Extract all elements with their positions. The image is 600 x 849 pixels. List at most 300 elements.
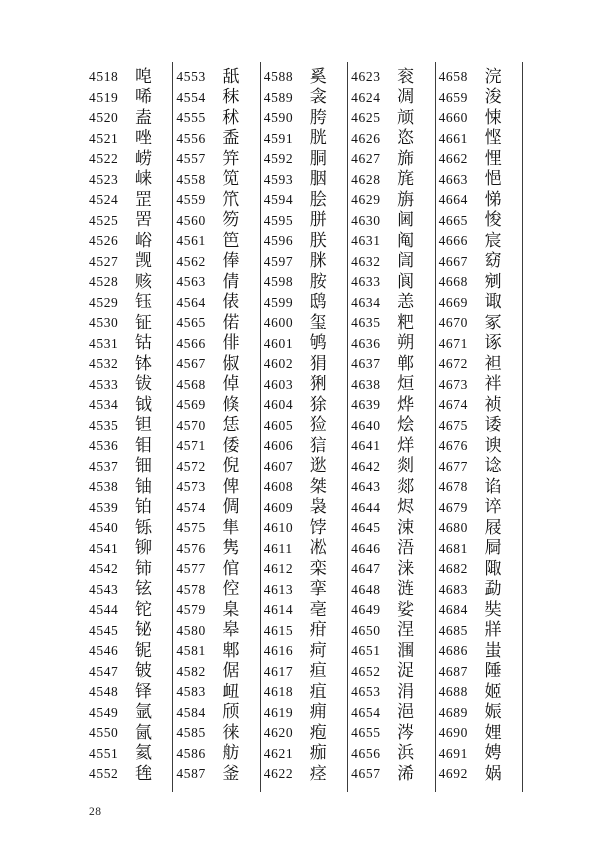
character-glyph: 猃 xyxy=(309,415,327,436)
char-code: 4640 xyxy=(351,417,381,433)
char-code: 4607 xyxy=(263,458,294,474)
character-glyph: 臬 xyxy=(222,599,240,620)
char-table-row xyxy=(173,764,259,785)
char-table-row xyxy=(173,580,259,601)
character-glyph: 浚 xyxy=(484,87,502,108)
char-table-row xyxy=(436,498,522,519)
character-glyph: 胱 xyxy=(309,128,327,149)
char-table-row xyxy=(348,67,434,88)
char-table-row xyxy=(348,682,434,703)
character-glyph: 诼 xyxy=(484,333,502,354)
char-table-row xyxy=(348,498,434,519)
character-glyph: 谀 xyxy=(484,435,502,456)
char-table-row xyxy=(436,744,522,765)
char-table-row xyxy=(86,559,172,580)
char-code: 4569 xyxy=(176,397,206,413)
char-table-row xyxy=(86,252,172,273)
character-glyph: 屙 xyxy=(484,538,502,559)
character-glyph: 烩 xyxy=(397,415,415,436)
char-code: 4591 xyxy=(263,130,294,146)
char-table-row xyxy=(348,416,434,437)
char-code: 4676 xyxy=(438,438,468,454)
char-table-row xyxy=(348,293,434,314)
char-code: 4633 xyxy=(351,274,381,290)
character-glyph: 崃 xyxy=(135,169,152,190)
character-glyph: 疳 xyxy=(309,620,327,641)
char-code: 4604 xyxy=(263,397,294,413)
char-code: 4594 xyxy=(263,192,294,208)
char-code: 4663 xyxy=(438,171,468,187)
char-table-row xyxy=(436,580,522,601)
char-table-row xyxy=(348,395,434,416)
char-table-row xyxy=(86,416,172,437)
char-code: 4544 xyxy=(89,602,119,618)
char-table-row xyxy=(436,559,522,580)
character-glyph: 俾 xyxy=(222,476,240,497)
char-table-row xyxy=(86,293,172,314)
char-table-row xyxy=(86,539,172,560)
char-table-row xyxy=(348,457,434,478)
character-glyph: 倌 xyxy=(222,558,240,579)
char-table-row xyxy=(348,149,434,170)
character-glyph: 倩 xyxy=(222,271,240,292)
char-table-row xyxy=(173,88,259,109)
char-code: 4593 xyxy=(263,171,294,187)
character-glyph: 铌 xyxy=(135,640,152,661)
char-code: 4551 xyxy=(89,745,119,761)
character-glyph: 凋 xyxy=(397,87,415,108)
char-table-row xyxy=(436,129,522,150)
char-table-row xyxy=(261,190,347,211)
char-code: 4609 xyxy=(263,499,294,515)
char-table-row xyxy=(436,436,522,457)
character-glyph: 铊 xyxy=(135,599,152,620)
char-code: 4658 xyxy=(438,69,468,85)
char-table-row xyxy=(86,129,172,150)
char-table-row xyxy=(173,149,259,170)
char-table-row xyxy=(436,272,522,293)
char-table-row xyxy=(173,108,259,129)
char-code: 4627 xyxy=(351,151,381,167)
char-table-row xyxy=(86,682,172,703)
char-table-row xyxy=(436,662,522,683)
char-code: 4557 xyxy=(176,151,206,167)
character-glyph: 倏 xyxy=(222,394,240,415)
character-glyph: 旄 xyxy=(397,169,415,190)
char-table-row xyxy=(436,354,522,375)
char-code: 4685 xyxy=(438,622,468,638)
character-glyph: 悝 xyxy=(484,148,502,169)
char-table-row xyxy=(348,600,434,621)
char-code: 4680 xyxy=(438,520,468,536)
char-code: 4647 xyxy=(351,561,381,577)
char-code: 4582 xyxy=(176,663,206,679)
character-glyph: 倨 xyxy=(222,661,240,682)
char-code: 4669 xyxy=(438,294,468,310)
char-code: 4684 xyxy=(438,602,468,618)
character-glyph: 隽 xyxy=(222,538,240,559)
character-glyph: 徕 xyxy=(222,722,240,743)
character-glyph: 疸 xyxy=(309,661,327,682)
char-code: 4630 xyxy=(351,212,381,228)
char-code: 4635 xyxy=(351,315,381,331)
char-table-row xyxy=(348,313,434,334)
character-glyph: 挛 xyxy=(309,579,327,600)
char-table-row xyxy=(261,744,347,765)
character-glyph: 窈 xyxy=(484,251,502,272)
char-code: 4674 xyxy=(438,397,468,413)
char-code: 4600 xyxy=(263,315,294,331)
char-table-row xyxy=(261,641,347,662)
character-glyph: 旃 xyxy=(397,189,415,210)
character-glyph: 疽 xyxy=(309,681,327,702)
char-table-column-5 xyxy=(436,62,523,792)
char-table-row xyxy=(86,723,172,744)
character-glyph: 冢 xyxy=(484,312,502,333)
character-glyph: 钿 xyxy=(135,456,152,477)
character-glyph: 唏 xyxy=(135,87,152,108)
char-table-row xyxy=(261,252,347,273)
character-glyph: 狺 xyxy=(309,435,327,456)
char-table-row xyxy=(436,375,522,396)
char-code: 4636 xyxy=(351,335,381,351)
char-code: 4529 xyxy=(89,294,119,310)
character-glyph: 钲 xyxy=(135,312,152,333)
char-code: 4596 xyxy=(263,233,294,249)
char-table-row xyxy=(173,457,259,478)
char-table-row xyxy=(348,88,434,109)
character-glyph: 倬 xyxy=(222,374,240,395)
character-glyph: 笕 xyxy=(222,169,240,190)
char-code: 4628 xyxy=(351,171,381,187)
character-glyph: 脒 xyxy=(309,251,327,272)
char-code: 4638 xyxy=(351,376,381,392)
character-glyph: 俸 xyxy=(222,251,240,272)
character-glyph: 氤 xyxy=(135,722,152,743)
char-table-row xyxy=(173,129,259,150)
char-table-row xyxy=(436,88,522,109)
character-glyph: 恣 xyxy=(397,128,415,149)
char-table-row xyxy=(436,293,522,314)
char-table-row xyxy=(348,559,434,580)
char-code: 4561 xyxy=(176,233,206,249)
character-glyph: 赅 xyxy=(135,271,152,292)
char-code: 4611 xyxy=(263,540,293,556)
character-glyph: 郸 xyxy=(397,353,415,374)
char-code: 4556 xyxy=(176,130,206,146)
character-glyph: 恙 xyxy=(397,292,415,313)
char-table-row xyxy=(86,662,172,683)
character-glyph: 娲 xyxy=(484,763,502,784)
char-code: 4692 xyxy=(438,766,468,782)
char-code: 4522 xyxy=(89,151,119,167)
character-glyph: 狷 xyxy=(309,353,327,374)
character-glyph: 笏 xyxy=(222,210,240,231)
char-table-row xyxy=(261,498,347,519)
character-glyph: 笊 xyxy=(222,189,240,210)
char-code: 4660 xyxy=(438,110,468,126)
char-table-row xyxy=(173,744,259,765)
character-glyph: 俵 xyxy=(222,292,240,313)
character-glyph: 钽 xyxy=(135,415,152,436)
char-table-row xyxy=(261,313,347,334)
char-table-column-1 xyxy=(86,62,173,792)
char-code: 4550 xyxy=(89,725,119,741)
char-table-row xyxy=(261,211,347,232)
char-code: 4691 xyxy=(438,745,468,761)
char-table-row xyxy=(348,231,434,252)
char-code: 4541 xyxy=(89,540,119,556)
char-table-row xyxy=(436,170,522,191)
character-glyph: 氦 xyxy=(135,743,152,764)
char-table-row xyxy=(173,190,259,211)
char-table-row xyxy=(348,662,434,683)
char-table-row xyxy=(261,621,347,642)
char-table-row xyxy=(348,272,434,293)
char-table-row xyxy=(261,108,347,129)
char-code: 4667 xyxy=(438,253,468,269)
char-code: 4592 xyxy=(263,151,294,167)
character-glyph: 铉 xyxy=(135,579,152,600)
char-table-row xyxy=(86,88,172,109)
char-code: 4670 xyxy=(438,315,468,331)
page-number: 28 xyxy=(89,806,102,818)
char-code: 4539 xyxy=(89,499,119,515)
char-table-row xyxy=(436,108,522,129)
character-glyph: 亳 xyxy=(309,599,327,620)
character-glyph: 阃 xyxy=(397,210,415,231)
char-table-row xyxy=(261,703,347,724)
char-code: 4668 xyxy=(438,274,468,290)
character-glyph: 娠 xyxy=(484,702,502,723)
char-table-row xyxy=(173,334,259,355)
char-code: 4553 xyxy=(176,69,206,85)
character-glyph: 秫 xyxy=(222,107,240,128)
char-table-row xyxy=(261,293,347,314)
character-glyph: 钴 xyxy=(135,333,152,354)
character-glyph: 崂 xyxy=(135,148,152,169)
character-glyph: 倪 xyxy=(222,456,240,477)
char-code: 4572 xyxy=(176,458,206,474)
character-glyph: 铀 xyxy=(135,476,152,497)
character-glyph: 觊 xyxy=(135,251,152,272)
character-glyph: 袢 xyxy=(484,374,502,395)
char-table-row xyxy=(86,395,172,416)
char-table-row xyxy=(436,313,522,334)
char-table-row xyxy=(173,641,259,662)
char-table-row xyxy=(436,334,522,355)
char-table-row xyxy=(86,498,172,519)
char-table-row xyxy=(173,416,259,437)
char-table-row xyxy=(261,477,347,498)
char-code: 4621 xyxy=(263,745,294,761)
char-table-row xyxy=(436,641,522,662)
character-glyph: 栾 xyxy=(309,558,327,579)
char-code: 4523 xyxy=(89,171,119,187)
char-code: 4646 xyxy=(351,540,381,556)
char-table-row xyxy=(348,641,434,662)
char-table-row xyxy=(436,621,522,642)
char-code: 4665 xyxy=(438,212,468,228)
character-glyph: 奚 xyxy=(309,66,327,87)
char-table-column-4 xyxy=(348,62,435,792)
char-code: 4590 xyxy=(263,110,294,126)
character-glyph: 盉 xyxy=(222,128,240,149)
character-glyph: 胭 xyxy=(309,169,327,190)
character-glyph: 姬 xyxy=(484,681,502,702)
char-table-row xyxy=(173,375,259,396)
char-table-row xyxy=(86,764,172,785)
character-glyph: 涑 xyxy=(397,517,415,538)
char-code: 4589 xyxy=(263,89,294,105)
char-code: 4610 xyxy=(263,520,294,536)
char-table-row xyxy=(86,313,172,334)
char-code: 4623 xyxy=(351,69,381,85)
char-code: 4689 xyxy=(438,704,468,720)
char-code: 4629 xyxy=(351,192,381,208)
char-code: 4526 xyxy=(89,233,119,249)
character-glyph: 猁 xyxy=(309,374,327,395)
character-glyph: 痈 xyxy=(309,702,327,723)
character-glyph: 訚 xyxy=(397,251,415,272)
char-code: 4543 xyxy=(89,581,119,597)
character-glyph: 悒 xyxy=(484,169,502,190)
char-table-row xyxy=(348,375,434,396)
char-table-row xyxy=(436,211,522,232)
char-code: 4573 xyxy=(176,479,206,495)
char-code: 4644 xyxy=(351,499,381,515)
character-glyph: 勐 xyxy=(484,579,502,600)
char-table-row xyxy=(173,170,259,191)
character-glyph: 涟 xyxy=(397,579,415,600)
character-glyph: 剡 xyxy=(397,456,415,477)
char-table-row xyxy=(436,395,522,416)
char-table-row xyxy=(436,682,522,703)
character-glyph: 颃 xyxy=(397,107,415,128)
character-glyph: 娑 xyxy=(397,599,415,620)
char-code: 4662 xyxy=(438,151,468,167)
character-glyph: 朔 xyxy=(397,333,415,354)
char-table-row xyxy=(173,703,259,724)
char-code: 4545 xyxy=(89,622,119,638)
character-glyph: 悌 xyxy=(484,189,502,210)
character-glyph: 铄 xyxy=(135,517,152,538)
character-glyph: 疴 xyxy=(309,640,327,661)
char-table-row xyxy=(348,108,434,129)
character-glyph: 粑 xyxy=(397,312,415,333)
char-code: 4547 xyxy=(89,663,119,679)
char-code: 4559 xyxy=(176,192,206,208)
char-code: 4524 xyxy=(89,192,119,208)
character-glyph: 郫 xyxy=(222,640,240,661)
character-glyph: 毪 xyxy=(135,763,152,784)
character-glyph: 铆 xyxy=(135,538,152,559)
char-table-row xyxy=(261,354,347,375)
char-table-row xyxy=(173,723,259,744)
char-table-row xyxy=(261,559,347,580)
char-table-row xyxy=(261,272,347,293)
character-glyph: 釜 xyxy=(222,763,240,784)
char-table-row xyxy=(261,170,347,191)
char-code: 4639 xyxy=(351,397,381,413)
character-glyph: 烊 xyxy=(397,435,415,456)
char-table-row xyxy=(86,457,172,478)
char-table-row xyxy=(173,313,259,334)
character-glyph: 旆 xyxy=(397,148,415,169)
char-code-table xyxy=(86,62,523,792)
character-glyph: 袅 xyxy=(309,497,327,518)
character-glyph: 衾 xyxy=(309,87,327,108)
char-table-row xyxy=(261,88,347,109)
character-glyph: 俳 xyxy=(222,333,240,354)
char-table-row xyxy=(173,436,259,457)
char-code: 4560 xyxy=(176,212,206,228)
character-glyph: 凇 xyxy=(309,538,327,559)
char-code: 4690 xyxy=(438,725,468,741)
char-table-row xyxy=(261,457,347,478)
char-table-row xyxy=(261,539,347,560)
char-code: 4642 xyxy=(351,458,381,474)
char-table-column-3 xyxy=(261,62,348,792)
character-glyph: 郯 xyxy=(397,476,415,497)
char-code: 4681 xyxy=(438,540,468,556)
char-table-row xyxy=(436,149,522,170)
char-table-row xyxy=(348,436,434,457)
char-table-row xyxy=(86,190,172,211)
char-code: 4527 xyxy=(89,253,119,269)
character-glyph: 铍 xyxy=(135,661,152,682)
character-glyph: 舫 xyxy=(222,743,240,764)
character-glyph: 皋 xyxy=(222,620,240,641)
character-glyph: 钰 xyxy=(135,292,152,313)
char-table-row xyxy=(436,477,522,498)
char-table-row xyxy=(173,293,259,314)
char-code: 4558 xyxy=(176,171,206,187)
char-table-row xyxy=(436,231,522,252)
character-glyph: 诿 xyxy=(484,415,502,436)
character-glyph: 烨 xyxy=(397,394,415,415)
char-code: 4608 xyxy=(263,479,294,495)
char-table-row xyxy=(173,477,259,498)
char-code: 4641 xyxy=(351,438,381,454)
character-glyph: 铋 xyxy=(135,620,152,641)
char-code: 4538 xyxy=(89,479,119,495)
char-table-row xyxy=(261,436,347,457)
char-code: 4673 xyxy=(438,376,468,392)
char-code: 4678 xyxy=(438,479,468,495)
char-table-row xyxy=(348,764,434,785)
char-code: 4677 xyxy=(438,458,468,474)
char-code: 4661 xyxy=(438,130,468,146)
char-code: 4651 xyxy=(351,643,381,659)
char-table-row xyxy=(261,231,347,252)
char-table-row xyxy=(261,129,347,150)
char-code: 4682 xyxy=(438,561,468,577)
char-table-row xyxy=(261,375,347,396)
char-table-row xyxy=(86,641,172,662)
character-glyph: 胯 xyxy=(309,107,327,128)
character-glyph: 涔 xyxy=(397,722,415,743)
character-glyph: 浯 xyxy=(397,538,415,559)
char-table-row xyxy=(261,580,347,601)
char-table-row xyxy=(348,190,434,211)
character-glyph: 阆 xyxy=(397,271,415,292)
char-code: 4601 xyxy=(263,335,294,351)
char-table-row xyxy=(173,539,259,560)
char-code: 4595 xyxy=(263,212,294,228)
char-code: 4602 xyxy=(263,356,294,372)
char-code: 4576 xyxy=(176,540,206,556)
